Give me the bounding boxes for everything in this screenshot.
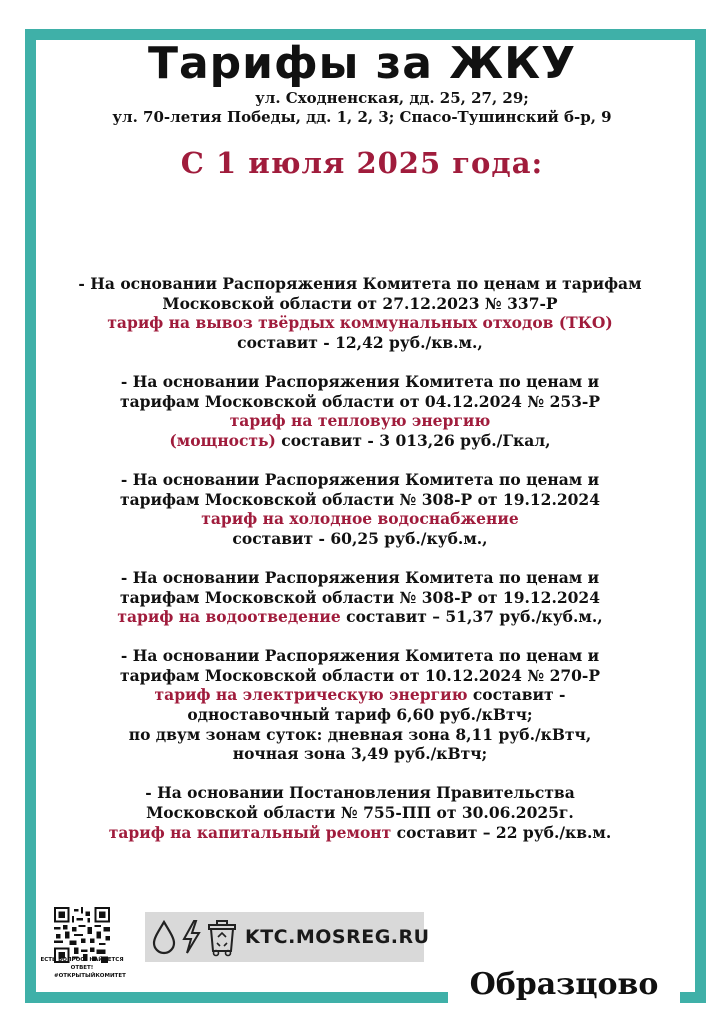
- banner-url[interactable]: KTC.MOSREG.RU: [245, 926, 430, 948]
- tariff-name: тариф на электрическую энергию: [154, 685, 468, 705]
- tariff-line: [40, 274, 680, 294]
- tariff-line: [40, 803, 680, 823]
- page-title: Тарифы за ЖКУ: [147, 38, 577, 89]
- tariff-line: [40, 431, 680, 451]
- tariff-line: [40, 372, 680, 392]
- recycle-bin-icon: [205, 917, 239, 957]
- tariff-text: - На основании Распоряжения Комитета по ценам и: [120, 469, 600, 489]
- tariff-line: [40, 392, 680, 412]
- tariff-name: тариф на водоотведение: [117, 607, 341, 627]
- effective-date: С 1 июля 2025 года:: [180, 146, 544, 180]
- tariff-line: [40, 646, 680, 666]
- tariff-text: по двум зонам суток: дневная зона 8,11 руб./кВтч,: [128, 724, 592, 744]
- qr-code[interactable]: [54, 907, 110, 963]
- tariff-line: [40, 666, 680, 686]
- tariff-line: [40, 823, 680, 843]
- tariff-line: [40, 490, 680, 510]
- tariff-text: Московской области № 755-ПП от 30.06.2025г.: [146, 803, 574, 823]
- tariff-name: тариф на тепловую энергию: [229, 411, 491, 431]
- tariff-line: [40, 705, 680, 725]
- tariff-name: (мощность): [169, 430, 276, 450]
- qr-caption-line-2: #ОТКРЫТЫЙКОМИТЕТ: [54, 973, 126, 979]
- tariff-line: [40, 725, 680, 745]
- qr-caption: [40, 956, 124, 980]
- tariff-text: тарифам Московской области № 308-Р от 19.12.2024: [119, 489, 601, 509]
- address-line-2: ул. 70-летия Победы, дд. 1, 2, 3; Спасо-Тушинский б-р, 9: [112, 108, 612, 126]
- tariff-text: составит - 3 013,26 руб./Гкал,: [275, 430, 551, 450]
- tariff-text: ночная зона 3,49 руб./кВтч;: [232, 744, 488, 764]
- tariff-block: [40, 470, 680, 548]
- tariff-line: [40, 783, 680, 803]
- tariff-text: составит - 60,25 руб./куб.м.,: [232, 528, 488, 548]
- banner-icons: [151, 917, 239, 957]
- tariff-text: составит - 12,42 руб./кв.м.,: [237, 332, 483, 352]
- tariff-line: [40, 588, 680, 608]
- tariff-block: [40, 646, 680, 764]
- footer-district-label: Образцово: [448, 963, 680, 1007]
- tariff-line: [40, 607, 680, 627]
- tariff-list: [40, 274, 680, 862]
- tariff-text: составит – 22 руб./кв.м.: [391, 822, 612, 842]
- water-drop-icon: [151, 919, 177, 955]
- tariff-line: [40, 313, 680, 333]
- tariff-block: [40, 372, 680, 450]
- tariff-name: тариф на капитальный ремонт: [108, 822, 392, 842]
- tariff-text: одноставочный тариф 6,60 руб./кВтч;: [187, 705, 533, 725]
- tariff-text: тарифам Московской области № 308-Р от 19.12.2024: [119, 587, 601, 607]
- tariff-line: [40, 568, 680, 588]
- tariff-line: [40, 685, 680, 705]
- tariff-line: [40, 333, 680, 353]
- tariff-text: составит -: [467, 685, 566, 705]
- tariff-text: - На основании Распоряжения Комитета по ценам и: [120, 371, 600, 391]
- tariff-text: составит – 51,37 руб./куб.м.,: [340, 607, 603, 627]
- tariff-block: [40, 568, 680, 627]
- tariff-line: [40, 509, 680, 529]
- tariff-text: - На основании Постановления Правительства: [145, 783, 575, 803]
- tariff-line: [40, 294, 680, 314]
- lightning-icon: [179, 919, 203, 955]
- tariff-text: - На основании Распоряжения Комитета по ценам и: [120, 646, 600, 666]
- tariff-name: тариф на вывоз твёрдых коммунальных отходов (ТКО): [107, 313, 613, 333]
- tariff-text: Московской области от 27.12.2023 № 337-Р: [162, 293, 558, 313]
- tariff-name: тариф на холодное водоснабжение: [201, 509, 519, 529]
- tariff-text: тарифам Московской области от 04.12.2024 № 253-Р: [119, 391, 601, 411]
- qr-caption-line-1: ЕСТЬ ВОПРОС? НАЙДЕТСЯ ОТВЕТ!: [40, 957, 124, 971]
- ktc-banner[interactable]: [145, 912, 430, 962]
- tariff-line: [40, 744, 680, 764]
- tariff-line: [40, 470, 680, 490]
- address-line-1: ул. Сходненская, дд. 25, 27, 29;: [255, 89, 529, 107]
- tariff-line: [40, 529, 680, 549]
- tariff-text: - На основании Распоряжения Комитета по ценам и: [120, 567, 600, 587]
- tariff-line: [40, 411, 680, 431]
- tariff-block: [40, 783, 680, 842]
- tariff-text: - На основании Распоряжения Комитета по ценам и тарифам: [78, 274, 642, 293]
- tariff-block: [40, 274, 680, 352]
- tariff-text: тарифам Московской области от 10.12.2024 № 270-Р: [119, 665, 601, 685]
